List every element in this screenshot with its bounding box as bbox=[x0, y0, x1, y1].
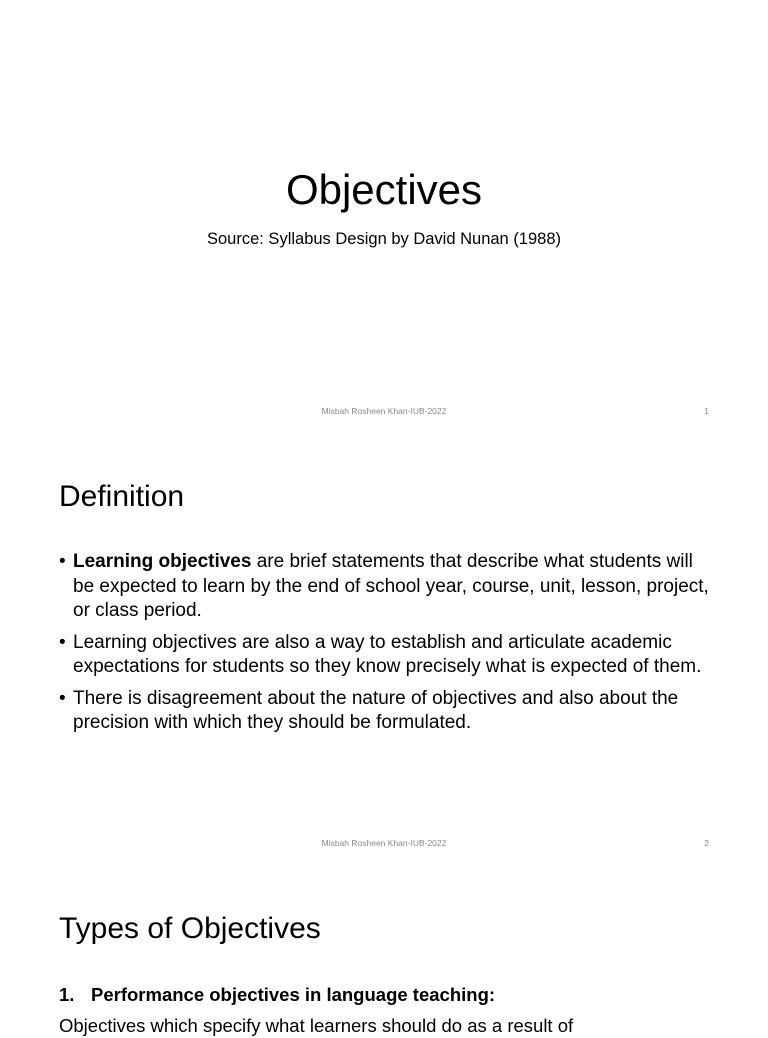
bullet-item bbox=[59, 550, 719, 624]
slide-1 bbox=[0, 0, 768, 432]
item-number: 1. bbox=[59, 984, 75, 1005]
bullet-icon: • bbox=[59, 551, 66, 572]
slide-number: 2 bbox=[704, 838, 709, 848]
slide-heading: Types of Objectives bbox=[59, 912, 321, 945]
slide-title: Objectives bbox=[285, 166, 483, 213]
slide-number: 1 bbox=[704, 406, 709, 416]
bullet-text: Learning objectives are also a way to establish and articulate academic expectations for students so they know precisely what is expected of them. bbox=[73, 631, 702, 677]
item-heading: Performance objectives in language teaching: bbox=[91, 984, 496, 1005]
slide-3 bbox=[0, 864, 768, 1036]
bullet-item bbox=[59, 631, 719, 680]
bullet-icon: • bbox=[59, 687, 66, 709]
bold-term: Learning objectives bbox=[73, 551, 252, 572]
slide-footer: Misbah Rosheen Khan-IUB-2022 bbox=[321, 838, 447, 848]
partial-body-text: Objectives which specify what learners should do as a result of bbox=[59, 1015, 574, 1036]
bullet-list bbox=[59, 550, 719, 743]
slide-subtitle: Source: Syllabus Design by David Nunan (1988) bbox=[206, 230, 562, 248]
slide-heading: Definition bbox=[59, 480, 185, 513]
numbered-item bbox=[59, 983, 495, 1007]
slide-2 bbox=[0, 432, 768, 864]
bullet-icon: • bbox=[59, 631, 66, 653]
bullet-text: are brief statements that describe what students will be expected to learn by the end of school year, course, unit, lesson, project, or class period. bbox=[73, 551, 709, 621]
bullet-item bbox=[59, 687, 719, 736]
bullet-text: There is disagreement about the nature of objectives and also about the precision with which they should be formulated. bbox=[73, 687, 679, 733]
slide-footer: Misbah Rosheen Khan-IUB-2022 bbox=[321, 406, 447, 416]
